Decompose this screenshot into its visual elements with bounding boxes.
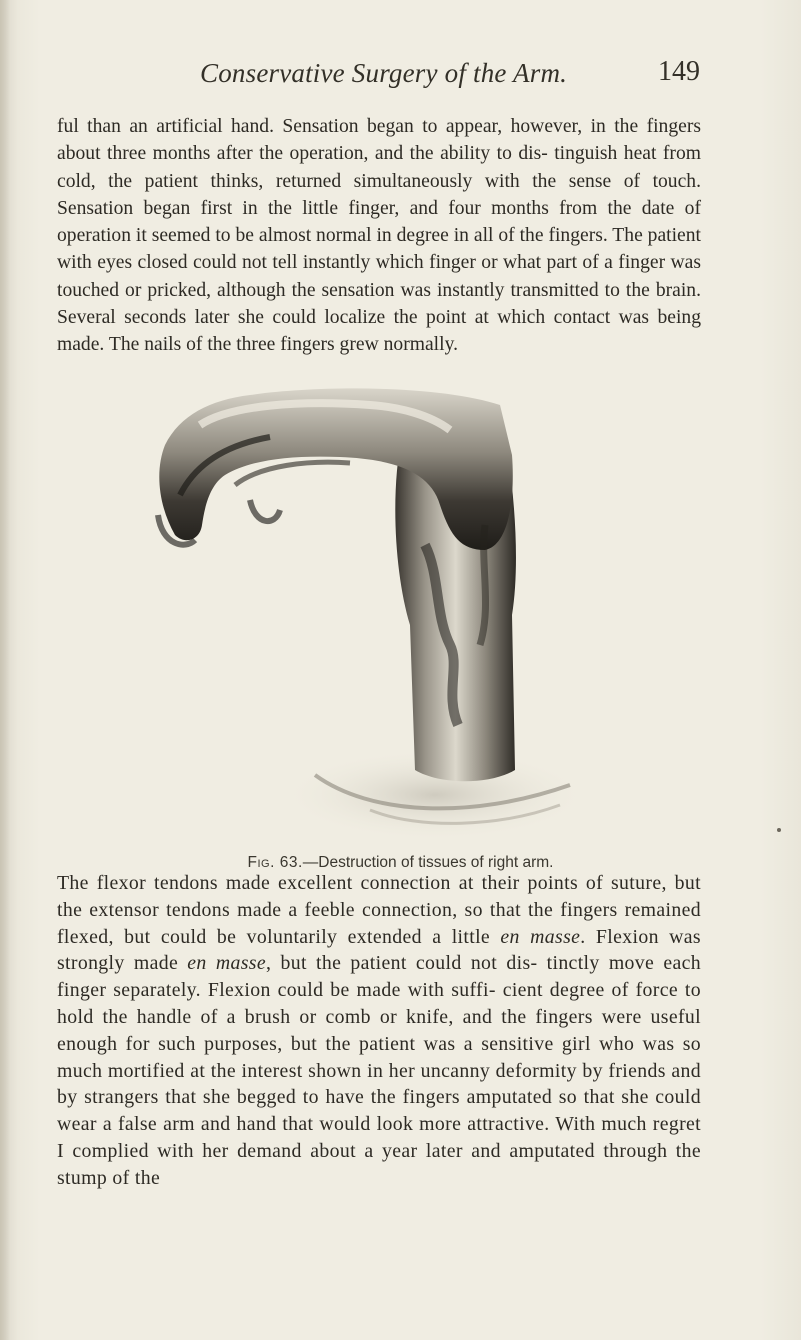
figure-caption-text: —Destruction of tissues of right arm. (302, 854, 554, 871)
text-segment: , but the patient could not dis- tinctly move each finger separately. Flexion could be made with suffi- cient degree of force to hold the handle of a brush or comb or knife, and the fingers were useful enough for such purposes, but the patient was a sensitive girl who was so much mortified at the interest shown in her uncanny deformity by friends and by strangers that she begged to have the fingers amputated so that she could wear a false arm and hand that would look more attractive. With much regret I complied with her demand about a year later and amputated through the stump of the (57, 952, 702, 1189)
italic-phrase: en masse (500, 925, 581, 948)
page-binding-shadow (0, 0, 10, 1340)
text-segment: . Flexion was strongly made (57, 925, 701, 975)
hand (159, 388, 512, 550)
body-text-bottom (57, 870, 701, 1192)
paper-speck (777, 828, 781, 832)
figure-label: Fig. 63. (247, 854, 303, 871)
italic-phrase: en masse (187, 952, 266, 975)
paragraph (57, 870, 701, 1192)
text-segment: The flexor tendons made excellent connection at their points of suture, but the extensor tendons made a feeble connection, so that the fingers remained flexed, but could be voluntarily extended a little (57, 872, 701, 948)
finger-crease (235, 462, 350, 485)
figure-photo-arm (140, 375, 630, 845)
paragraph: ful than an artificial hand. Sensation began to appear, however, in the fingers about three months after the operation, and the ability to dis- tinguish heat from cold, the patient thinks, returned simultaneously with the sense of touch. Sensation began first in the little finger, and four months from the date of operation it seemed to be almost normal in degree in all of the fingers. The patient with eyes closed could not tell instantly which finger or what part of a finger was touched or pricked, although the sensation was instantly transmitted to the brain. Several seconds later she could localize the point at which contact was being made. The nails of the three fingers grew normally. (57, 116, 701, 356)
running-title: Conservative Surgery of the Arm. (200, 58, 568, 88)
body-text-top (57, 113, 701, 359)
page-number: 149 (658, 56, 700, 87)
page-header (200, 58, 700, 98)
